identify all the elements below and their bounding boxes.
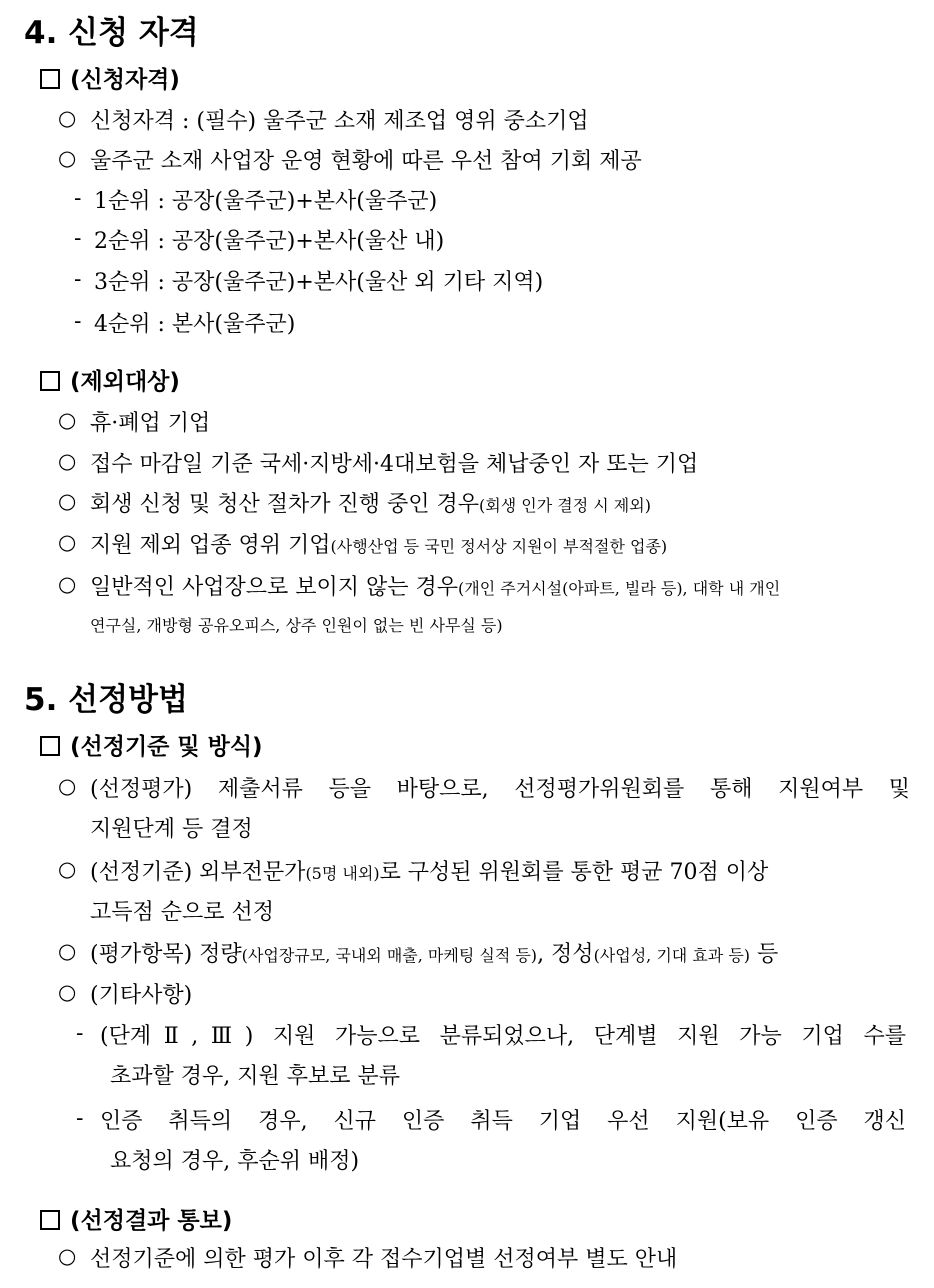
criteria-item-4: (기타사항) [90,983,193,1008]
qualification-header [40,64,180,96]
bullet-icon: ○ [58,980,77,1004]
criteria-item-1-line-1: (선정평가) 제출서류 등을 바탕으로, 선정평가위원회를 통해 지원여부 및 [90,777,910,802]
exclusion-item-5 [90,572,780,605]
rank-1: 1순위 : 공장(울주군)+본사(울주군) [94,189,438,214]
checkbox-square-icon [40,1210,60,1230]
exclusion-item-3 [90,489,651,522]
dash-icon: - [74,226,82,251]
exclusion-item-3-note: (회생 인가 결정 시 제외) [479,496,651,515]
criteria-item-2-line-1 [90,857,910,890]
criteria-item-1-line-2: 지원단계 등 결정 [90,817,253,842]
dash-icon: - [76,1021,84,1046]
exclusion-item-1: 휴·폐업 기업 [90,411,211,436]
qualification-header-label: (신청자격) [70,67,180,93]
bullet-icon: ○ [58,146,77,170]
criteria-item-3-note-2: (사업성, 기대 효과 등) [593,946,751,965]
exclusion-item-2: 접수 마감일 기준 국세·지방세·4대보험을 체납중인 자 또는 기업 [90,452,699,477]
bullet-icon: ○ [58,939,77,963]
exclusion-item-4-main: 지원 제외 업종 영위 기업 [90,533,331,558]
criteria-item-2-note: (5명 내외) [305,864,380,883]
exclusion-item-5-main: 일반적인 사업장으로 보이지 않는 경우 [90,575,459,600]
bullet-icon: ○ [58,530,77,554]
criteria-sub-2-line-1: 인증 취득의 경우, 신규 인증 취득 기업 우선 지원(보유 인증 갱신 [100,1109,906,1134]
criteria-item-3-pre: (평가항목) 정량 [90,942,242,967]
checkbox-square-icon [40,736,60,756]
exclusion-item-4-note: (사행산업 등 국민 정서상 지원이 부적절한 업종) [330,537,668,556]
bullet-icon: ○ [58,408,77,432]
qualification-item-2: 울주군 소재 사업장 운영 현황에 따른 우선 참여 기회 제공 [90,149,642,174]
notice-item-1: 선정기준에 의한 평가 이후 각 접수기업별 선정여부 별도 안내 [90,1247,678,1272]
section-5-title: 5. 선정방법 [24,682,188,718]
exclusion-header-label: (제외대상) [70,369,180,395]
exclusion-item-5-continuation: 연구실, 개방형 공유오피스, 상주 인원이 없는 빈 사무실 등) [90,616,503,635]
exclusion-item-3-main: 회생 신청 및 청산 절차가 진행 중인 경우 [90,492,479,517]
bullet-icon: ○ [58,489,77,513]
criteria-item-2-post: 로 구성된 위원회를 통한 평균 70점 이상 [379,860,769,885]
dash-icon: - [74,309,82,334]
bullet-icon: ○ [58,449,77,473]
bullet-icon: ○ [58,572,77,596]
exclusion-item-5-note: (개인 주거시설(아파트, 빌라 등), 대학 내 개인 [458,579,781,598]
checkbox-square-icon [40,371,60,391]
notice-header [40,1205,232,1237]
criteria-item-3-note-1: (사업장규모, 국내외 매출, 마케팅 실적 등) [241,946,538,965]
bullet-icon: ○ [58,774,77,798]
criteria-item-3-post: 등 [750,942,779,967]
notice-header-label: (선정결과 통보) [70,1208,233,1234]
checkbox-square-icon [40,69,60,89]
exclusion-item-4 [90,530,667,563]
bullet-icon: ○ [58,857,77,881]
section-4-title: 4. 신청 자격 [24,15,199,51]
exclusion-header [40,366,180,398]
criteria-sub-2-line-2: 요청의 경우, 후순위 배정) [110,1149,360,1174]
criteria-item-3-mid: , 정성 [537,942,594,967]
criteria-item-2-pre: (선정기준) 외부전문가 [90,860,306,885]
rank-4: 4순위 : 본사(울주군) [94,312,296,337]
qualification-item-1: 신청자격 : (필수) 울주군 소재 제조업 영위 중소기업 [90,109,589,134]
criteria-header [40,731,263,763]
criteria-header-label: (선정기준 및 방식) [70,734,263,760]
dash-icon: - [74,267,82,292]
bullet-icon: ○ [58,106,77,130]
criteria-sub-1-line-1: (단계Ⅱ,Ⅲ) 지원 가능으로 분류되었으나, 단계별 지원 가능 기업 수를 [100,1024,906,1049]
dash-icon: - [76,1106,84,1131]
criteria-item-2-line-2: 고득점 순으로 선정 [90,900,275,925]
rank-3: 3순위 : 공장(울주군)+본사(울산 외 기타 지역) [94,270,544,295]
criteria-item-3 [90,939,778,972]
rank-2: 2순위 : 공장(울주군)+본사(울산 내) [94,229,445,254]
dash-icon: - [74,186,82,211]
bullet-icon: ○ [58,1244,77,1268]
criteria-sub-1-line-2: 초과할 경우, 지원 후보로 분류 [110,1064,400,1089]
